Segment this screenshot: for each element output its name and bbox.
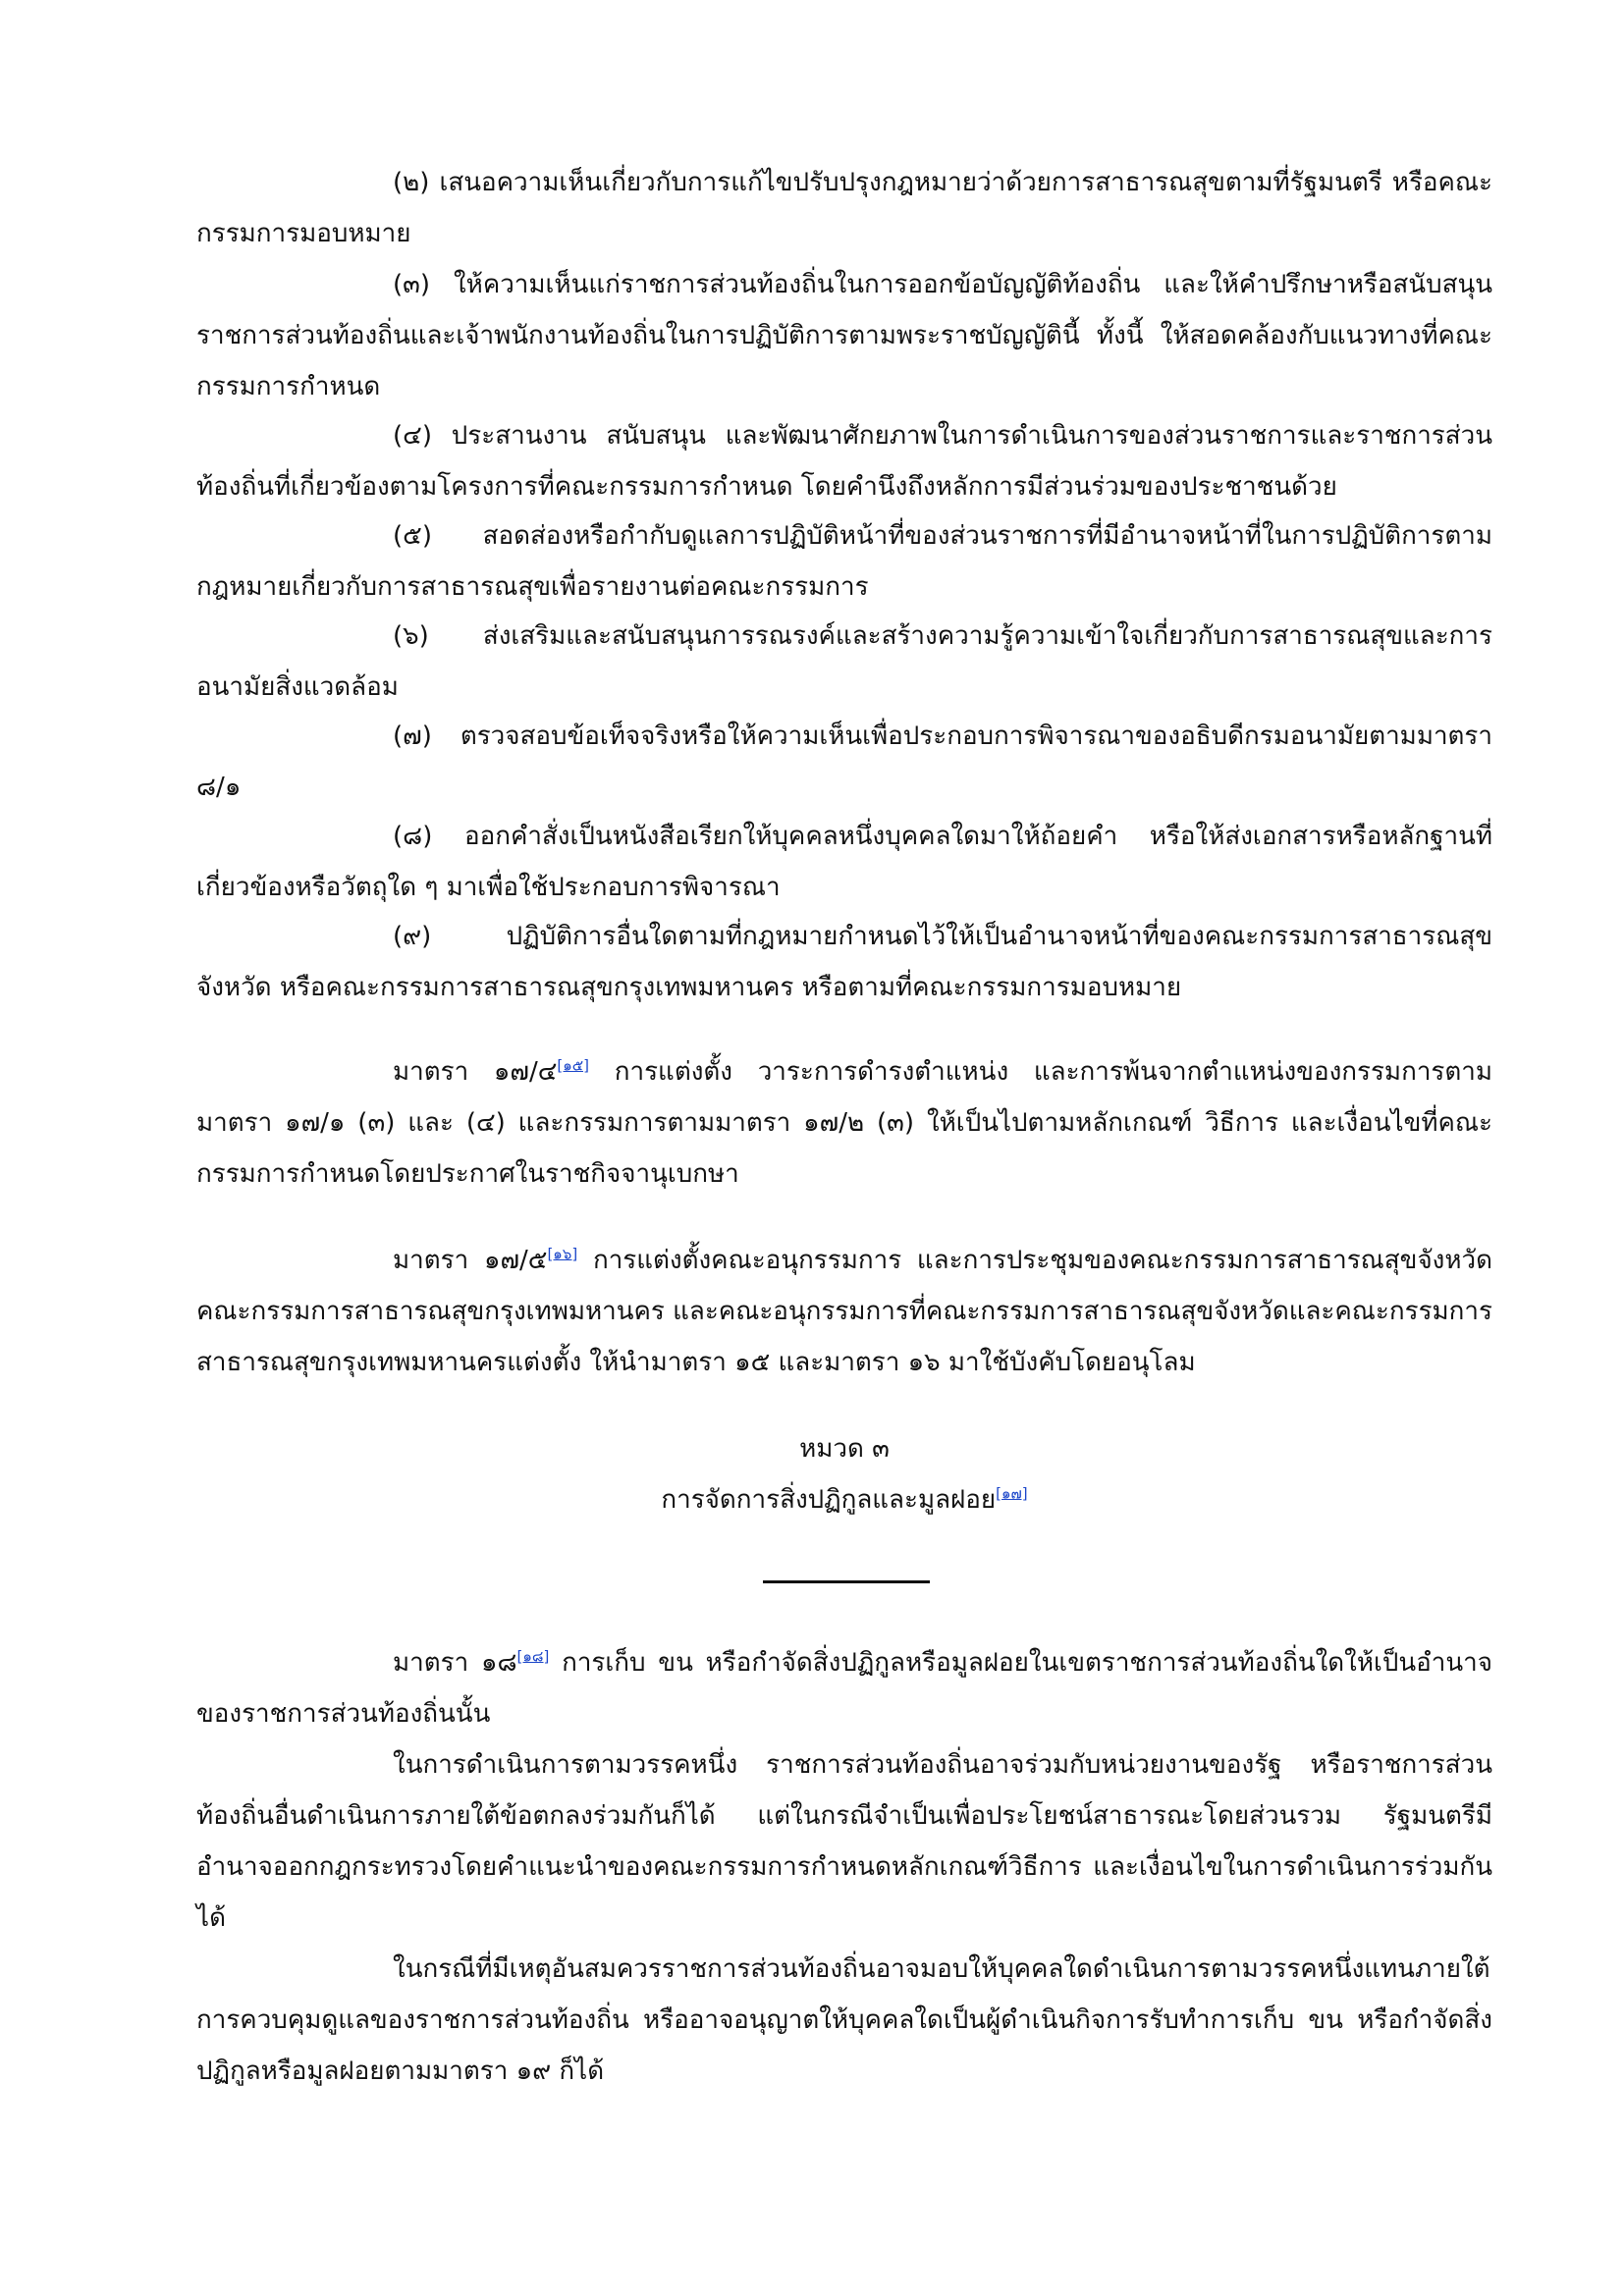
clause-text: สอดส่องหรือกำกับดูแลการปฏิบัติหน้าที่ของส่วนราชการที่มีอำนาจหน้าที่ในการปฏิบัติการตามกฎหมายเกี่ยวกับการสาธารณสุขเพื่อรายงานต่อคณะกรรมการ [196, 521, 1492, 602]
section-label: มาตรา ๑๘ [393, 1648, 517, 1678]
clause-number: (๘) [393, 822, 433, 851]
chapter-title [196, 1474, 1492, 1525]
clause-text: ตรวจสอบข้อเท็จจริงหรือให้ความเห็นเพื่อประกอบการพิจารณาของอธิบดีกรมอนามัยตามมาตรา ๘/๑ [196, 721, 1492, 802]
chapter-number: หมวด ๓ [799, 1434, 890, 1464]
clause-5 [196, 510, 1492, 613]
section-label: มาตรา ๑๗/๕ [393, 1246, 548, 1275]
section-label: มาตรา ๑๗/๔ [393, 1057, 558, 1087]
clause-number: (๓) [393, 270, 431, 299]
clause-text: ออกคำสั่งเป็นหนังสือเรียกให้บุคคลหนึ่งบุคคลใดมาให้ถ้อยคำ หรือให้ส่งเอกสารหรือหลักฐานที่เกี่ยวข้องหรือวัตถุใด ๆ มาเพื่อใช้ประกอบการพิจารณา [196, 822, 1492, 902]
clause-number: (๒) [393, 168, 430, 197]
clause-8 [196, 811, 1492, 913]
section-18-para-3: ในกรณีที่มีเหตุอันสมควรราชการส่วนท้องถิ่นอาจมอบให้บุคคลใดดำเนินการตามวรรคหนึ่งแทนภายใต้การควบคุมดูแลของราชการส่วนท้องถิ่น หรืออาจอนุญาตให้บุคคลใดเป็นผู้ดำเนินกิจการรับทำการเก็บ ขน หรือกำจัดสิ่งปฏิกูลหรือมูลฝอยตามมาตรา ๑๙ ก็ได้ [196, 1954, 1492, 2086]
clause-2 [196, 157, 1492, 259]
clause-number: (๖) [393, 621, 429, 651]
section-text: การแต่งตั้งคณะอนุกรรมการ และการประชุมของคณะกรรมการสาธารณสุขจังหวัด คณะกรรมการสาธารณสุขกรุงเทพมหานคร และคณะอนุกรรมการที่คณะกรรมการสาธารณสุขจังหวัดและคณะกรรมการสาธารณสุขกรุงเทพมหานครแต่งตั้ง ให้นำมาตรา ๑๕ และมาตรา ๑๖ มาใช้บังคับโดยอนุโลม [196, 1246, 1492, 1377]
clause-text: ส่งเสริมและสนับสนุนการรณรงค์และสร้างความรู้ความเข้าใจเกี่ยวกับการสาธารณสุขและการอนามัยสิ่งแวดล้อม [196, 621, 1492, 702]
footnote-link-15[interactable]: [๑๕] [557, 1056, 589, 1075]
section-text: การแต่งตั้ง วาระการดำรงตำแหน่ง และการพ้นจากตำแหน่งของกรรมการตามมาตรา ๑๗/๑ (๓) และ (๔) และกรรมการตามมาตรา ๑๗/๒ (๓) ให้เป็นไปตามหลักเกณฑ์ วิธีการ และเงื่อนไขที่คณะกรรมการกำหนดโดยประกาศในราชกิจจานุเบกษา [196, 1057, 1493, 1189]
clause-number: (๔) [393, 421, 432, 451]
section-text: การเก็บ ขน หรือกำจัดสิ่งปฏิกูลหรือมูลฝอยในเขตราชการส่วนท้องถิ่นใดให้เป็นอำนาจของราชการส่วนท้องถิ่นนั้น [196, 1648, 1492, 1729]
clause-9 [196, 911, 1492, 1013]
footnote-link-16[interactable]: [๑๖] [547, 1245, 578, 1263]
clause-4 [196, 410, 1492, 512]
clause-6 [196, 611, 1492, 713]
clause-text: ปฏิบัติการอื่นใดตามที่กฎหมายกำหนดไว้ให้เป็นอำนาจหน้าที่ของคณะกรรมการสาธารณสุขจังหวัด หรือคณะกรรมการสาธารณสุขกรุงเทพมหานคร หรือตามที่คณะกรรมการมอบหมาย [196, 922, 1492, 1002]
clause-number: (๗) [393, 721, 432, 751]
clause-text: เสนอความเห็นเกี่ยวกับการแก้ไขปรับปรุงกฎหมายว่าด้วยการสาธารณสุขตามที่รัฐมนตรี หรือคณะกรรมการมอบหมาย [196, 168, 1492, 248]
footnote-link-17[interactable]: [๑๗] [996, 1484, 1028, 1503]
clause-text: ให้ความเห็นแก่ราชการส่วนท้องถิ่นในการออกข้อบัญญัติท้องถิ่น และให้คำปรึกษาหรือสนับสนุนราชการส่วนท้องถิ่นและเจ้าพนักงานท้องถิ่นในการปฏิบัติการตามพระราชบัญญัตินี้ ทั้งนี้ ให้สอดคล้องกับแนวทางที่คณะกรรมการกำหนด [196, 270, 1492, 401]
footnote-link-18[interactable]: [๑๘] [516, 1647, 550, 1666]
clause-text: ประสานงาน สนับสนุน และพัฒนาศักยภาพในการดำเนินการของส่วนราชการและราชการส่วนท้องถิ่นที่เกี่ยวข้องตามโครงการที่คณะกรรมการกำหนด โดยคำนึงถึงหลักการมีส่วนร่วมของประชาชนด้วย [196, 421, 1493, 502]
clause-7 [196, 711, 1492, 813]
chapter-title-text: การจัดการสิ่งปฏิกูลและมูลฝอย [661, 1485, 997, 1515]
chapter-divider [763, 1580, 930, 1583]
section-18-para-2: ในการดำเนินการตามวรรคหนึ่ง ราชการส่วนท้องถิ่นอาจร่วมกับหน่วยงานของรัฐ หรือราชการส่วนท้องถิ่นอื่นดำเนินการภายใต้ข้อตกลงร่วมกันก็ได้ แต่ในกรณีจำเป็นเพื่อประโยชน์สาธารณะโดยส่วนรวม รัฐมนตรีมีอำนาจออกกฎกระทรวงโดยคำแนะนำของคณะกรรมการกำหนดหลักเกณฑ์วิธีการ และเงื่อนไขในการดำเนินการร่วมกันได้ [196, 1750, 1492, 1933]
clause-number: (๙) [393, 922, 432, 951]
clause-3 [196, 259, 1492, 412]
clause-number: (๕) [393, 521, 432, 551]
section-18-para-1 [196, 1637, 1492, 1739]
section-17-4 [196, 1046, 1492, 1200]
section-17-5 [196, 1235, 1492, 1388]
